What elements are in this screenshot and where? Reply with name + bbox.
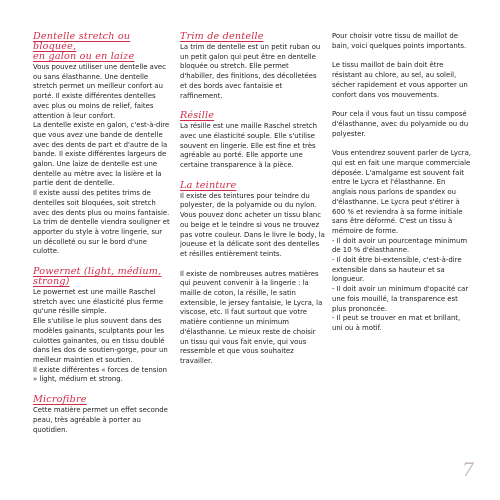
paragraph: Pour choisir votre tissu de maillot de bain, voici quelques points importants. [332,32,467,50]
heading-powernet: Powernet (light, médium, strong) [33,266,162,288]
column-left [33,32,173,445]
paragraph: Le powernet est une maille Raschel stretch avec une élasticité plus ferme qu'une résille simple. [33,288,164,316]
column-middle [180,32,325,377]
heading-line: Dentelle stretch ou bloquée, [33,31,131,52]
paragraph: La résille est une maille Raschel stretch avec une élasticité souple. Elle s'utilise souvent en lingerie. Elle est fine et très agréable au porté. Elle apporte une certaine transparence à la pièce. [180,122,317,170]
paragraph: Vous entendrez souvent parler de Lycra, qui est en fait une marque commerciale déposée. L'amalgame est souvent fait entre le Lycra et l'élasthanne. En anglais nous parlons de spandex ou d'élasthanne. Le Lycra peut s'étirer à 600 % et reviendra à sa forme initiale sans être déformé. C'est un tissu à mémoire de forme. [332,149,472,235]
paragraph: Il existe de nombreuses autres matières qui peuvent convenir à la lingerie : la maille de coton, la résille, le satin extensible, le jersey fantaisie, le Lycra, la viscose, etc. Il faut surtout que votre matière contienne un minimum d'élasthanne. Le mieux reste de choisir un tissu qui vous fait envie, qui vous ressemble et que vous souhaitez travailler. [180,269,323,365]
paragraph: Il existe différentes « forces de tension » light, médium et strong. [33,365,167,384]
paragraph: Pour cela il vous faut un tissu composé d'élasthanne, avec du polyamide ou du polyester. [332,110,469,138]
heading-teinture: La teinture [180,179,237,191]
bullet-item: - Il doit avoir un minimum d'opacité car une fois mouillé, la transparence est plus prononcée. [332,285,469,313]
heading-dentelle-stretch [33,32,173,62]
heading-microfibre: Microfibre [33,394,87,406]
paragraph: La dentelle existe en galon, c'est-à-dire que vous avez une bande de dentelle avec des dents de part et d'autre de la bande. Il existe différentes largeurs de galon. Une laize de dentelle est une dentelle au mètre avec la lisière et la partie dent de dentelle. [33,121,170,188]
paragraph: La trim de dentelle est un petit ruban ou un petit galon qui peut être en dentelle bloquée ou stretch. Elle permet d'habiller, des finitions, des décolletées et des bords avec fantaisie et raffinement. [180,43,321,100]
bullet-item: - Il peut se trouver en mat et brillant, uni ou à motif. [332,314,461,332]
heading-line: en galon ou en laize [33,51,135,62]
paragraph: Cette matière permet un effet seconde peau, très agréable à porter au quotidien. [33,406,168,434]
bullet-item: - Il doit avoir un pourcentage minimum de 10 % d'élasthanne. [332,236,468,255]
paragraph: Elle s'utilise le plus souvent dans des modèles gainants, sculptants pour les culottes gainantes, ou en tissu doublé dans les dos de soutien-gorge, pour un meilleur maintien et soutien. [33,317,168,364]
paragraph: Il existe aussi des petites trims de dentelles soit bloquées, soit stretch avec des dents plus ou moins fantaisie. La trim de dentelle viendra souligner et apporter du style à votre lingerie, sur un décolleté ou sur le bord d'une culotte. [33,189,170,256]
paragraph: Il existe des teintures pour teindre du polyester, de la polyamide ou du nylon. Vous pouvez donc acheter un tissu blanc ou beige et le teindre si vous ne trouvez pas votre couleur. Dans le livre le body, la joueuse et la délicate sont des dentelles et résilles entièrement teints. [180,191,325,258]
paragraph: Le tissu maillot de bain doit être résistant au chlore, au sel, au soleil, sécher rapidement et vous apporter un confort dans vos mouvements. [332,61,468,99]
heading-trim-dentelle: Trim de dentelle [180,31,264,42]
bullet-item: - Il doit être bi-extensible, c'est-à-dire extensible dans sa hauteur et sa longueur. [332,256,462,284]
paragraph: Vous pouvez utiliser une dentelle avec ou sans élasthanne. Une dentelle stretch permet un meilleur confort au porté. Il existe différentes dentelles avec plus ou moins de relief, faites attention à leur confort. [33,63,166,120]
heading-resille: Résille [180,110,215,122]
page-number: 7 [462,459,475,481]
column-right [332,32,472,344]
